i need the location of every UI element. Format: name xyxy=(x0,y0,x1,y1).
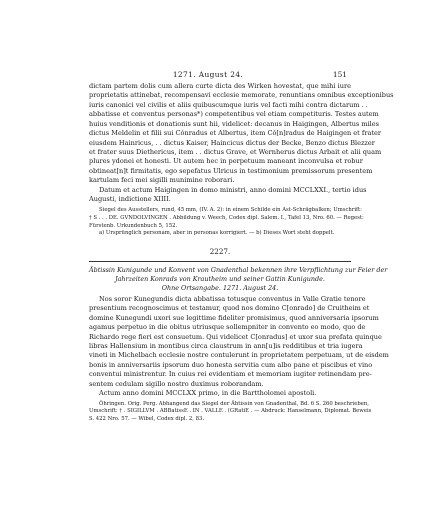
running-header xyxy=(89,70,347,79)
text-line: dictus Meldelin et filii sui Cŏnradus et Albertus, item Cŏ[n]radus de Haigingen et frater xyxy=(89,129,381,138)
text-line: libras Hallensium in montibus circa claustrum in ann[u]is redditibus et tria iugera xyxy=(89,341,363,350)
header-date: 1271. August 24. xyxy=(172,70,244,79)
text-line: vineti in Michelbach ecclesie nostre contulerunt in proprietatem perpetuam, ut de eisdem xyxy=(89,351,389,360)
text-line: domine Kunegundi uxori sue legittime fideliter promisimus, quod anniversaria ipsorum xyxy=(89,313,379,322)
page-body xyxy=(89,82,394,423)
dateline: Ohne Ortsangabe. 1271. August 24. xyxy=(161,283,279,292)
note-line: a) Ursprünglich personam, aber in personas korrigiert. — b) Dieses Wort steht doppelt. xyxy=(99,230,335,237)
text-line: Nos soror Kunegundis dicta abbatissa totusque conventus in Valle Gratie tenore xyxy=(99,294,366,303)
text-line: iuris canonici vel civilis et aliis quibuscumque iuris vel facti mihi contra dictarum . . xyxy=(89,100,368,109)
charter-text xyxy=(89,294,389,399)
text-line: obtineat[n]t firmitatis, ego sepefatus Ulricus in testimonium premissorum presentem xyxy=(89,166,373,175)
text-line: kartulam feci mei sigilli munimine roborari. xyxy=(89,176,235,185)
title-line: Äbtissin Kunigunde und Konvent von Gnadenthal bekennen ihre Verpflichtung zur Feier der xyxy=(89,265,388,274)
text-line: bonis in anniversariis ipsorum duo honesta servitia cum albo pane et piscibus et vino xyxy=(89,360,373,369)
regest-title xyxy=(89,265,388,284)
note-line: Öhringen. Orig. Perg. Abhangend das Siegel der Äbtissin von Gnadenthal, Bd. 6 S. 260 beschrieben, xyxy=(99,400,369,407)
document-number: 2227. xyxy=(209,246,231,256)
note-line: Umschrift: † . SIGILLVM . ABBatissE . IN . VALLE . (GRatiE . — Abdruck: Hanselmann, Diplomat. Beweis xyxy=(89,408,372,415)
text-line: et frater suus Diethericus, item . . dictus Grave, et Wernherus dictus Arbait et alii quam xyxy=(89,147,382,156)
text-line: dictam partem dolis cum allera curte dicta des Wirken hovestat, que mihi iure xyxy=(89,82,351,90)
text-line: sentem cedulam sigillo nostro duximus roborandam. xyxy=(89,379,264,388)
text-line: Richardo rege fieri est consuetum. Qui videlicet C[onradus] et uxor sua prefata quinque xyxy=(89,332,382,341)
note-line: Siegel des Ausstellers, rund, 45 mm, (IV. A. 2): in einem Schilde ein Ast-Schrägbalken; Umschrift: xyxy=(99,207,362,214)
text-line: presentium recognoscimus et testamur, quod nos domino C[onrado] de Cruitheim et xyxy=(89,304,370,313)
text-line: conventui ministrentur. In cuius rei evidentiam et memoriam iugiter retinendam pre- xyxy=(89,370,372,379)
seal-note xyxy=(89,207,364,230)
page-number: 151 xyxy=(332,70,347,79)
note-line: Fürstenb. Urkundenbuch 5, 152. xyxy=(89,222,178,229)
text-line: plures ydonei et honesti. Ut autem hec in perpetuum maneant inconvulsa et robur xyxy=(89,157,363,166)
title-line: Jahrzeiten Konrads von Krautheim und seiner Gattin Kunigunde. xyxy=(115,274,325,283)
text-line: eiusdem Hainricus, . . dictus Kaiser, Haincicus dictus der Becke, Benzo dictus Blezzer xyxy=(89,138,375,147)
footnotes xyxy=(89,230,351,238)
text-line: Datum et actum Haigingen in domo ministri, anno domini MCCLXXI., tertio idus xyxy=(99,185,367,194)
charter-text-continued xyxy=(89,82,394,204)
note-line: S. 422 Nro. 57. — Wibel, Codex dipl. 2, 83. xyxy=(89,415,205,422)
text-line: abbatisse et conventus personas*) competentibus vel etiam competituris. Testes autem xyxy=(89,110,379,119)
divider xyxy=(89,261,351,262)
archival-note xyxy=(89,400,372,424)
text-line: agamus perpetuo in die obitus utriusque sollempniter in convento eo modo, quo de xyxy=(89,323,366,332)
text-line: Augusti, indictione XIIII. xyxy=(89,195,171,204)
text-line: Actum anno domini MCCLXX primo, in die Barttholomei apostoli. xyxy=(99,389,317,398)
text-line: huius venditionis et donationis sunt hii, videlicet: decanus in Haigingen, Albertus miles xyxy=(89,119,379,128)
text-line: proprietatis attinebat, recompensavi ecclesie memorate, renuntians omnibus exceptionibus xyxy=(89,91,394,100)
note-line: † S . . . DE. GVNDOLVINGEN . Abbildung v. Weech, Codex dipl. Salem. I., Tafel 13, Nro. 60. — Regest: xyxy=(89,215,364,222)
